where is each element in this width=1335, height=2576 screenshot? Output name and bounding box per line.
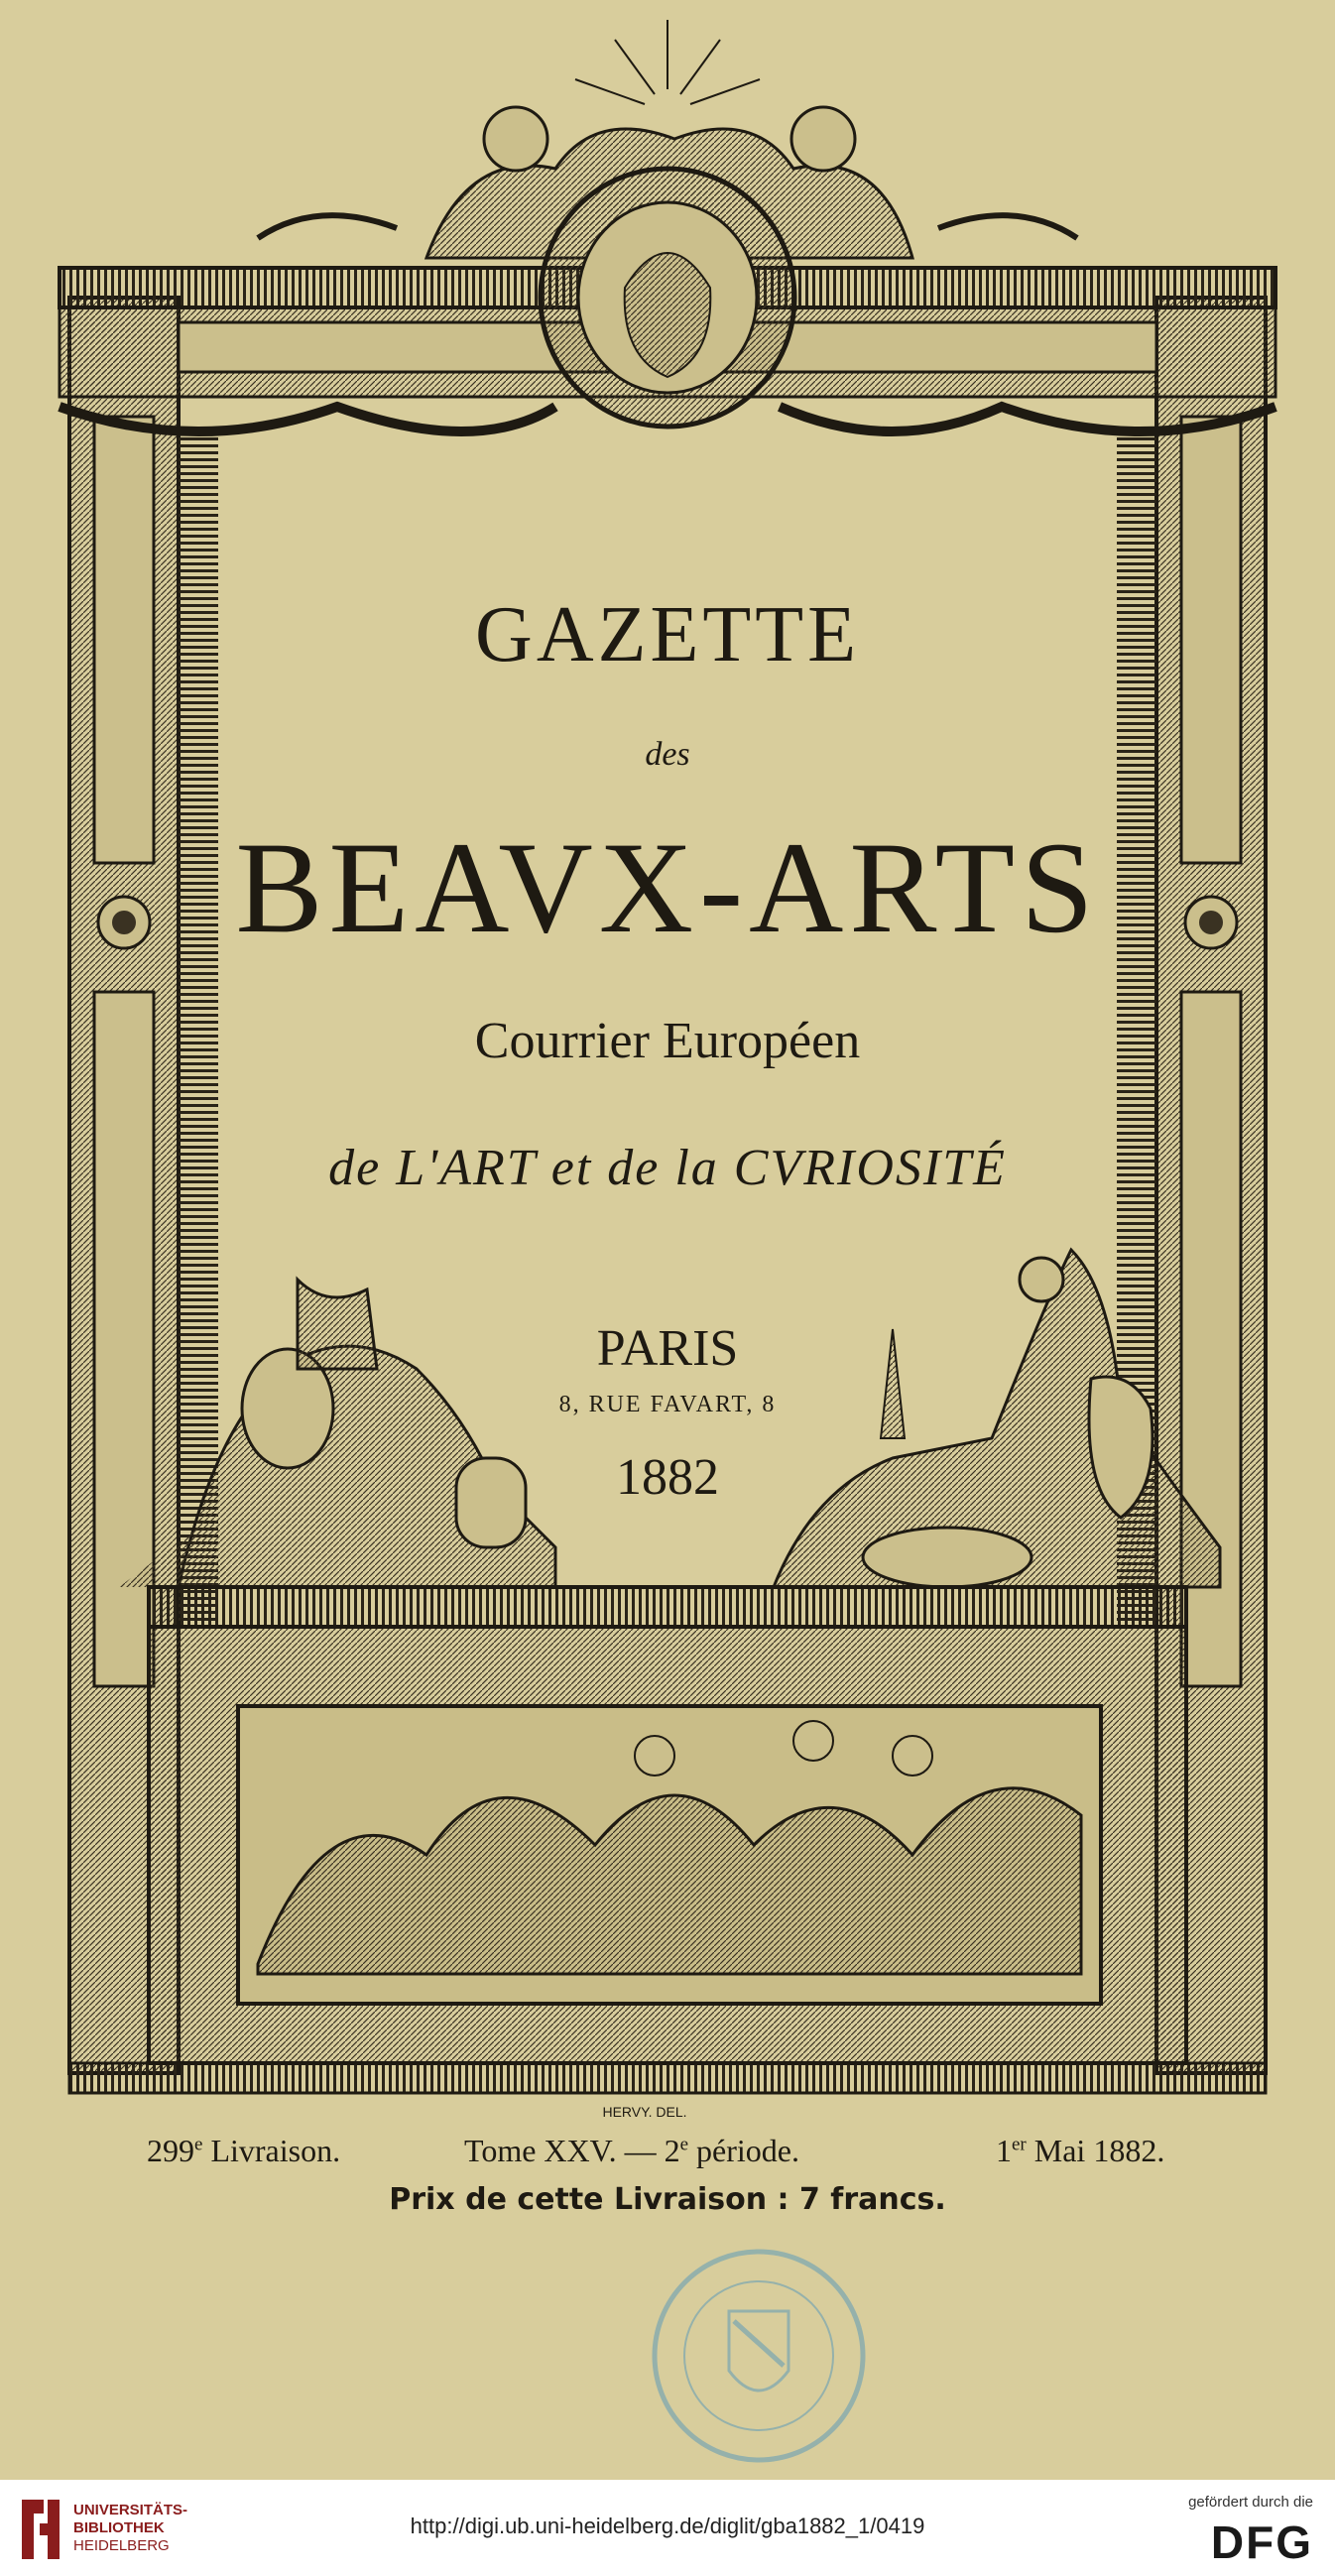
ledge bbox=[149, 1587, 1186, 1627]
gazette-title: GAZETTE bbox=[475, 591, 860, 678]
relief-panel bbox=[149, 1627, 1186, 2063]
price-line: Prix de cette Livraison : 7 francs. bbox=[389, 2182, 946, 2217]
footer-bar bbox=[0, 2480, 1335, 2576]
imprint-address: 8, RUE FAVART, 8 bbox=[558, 1392, 777, 1417]
portrait-medallion bbox=[541, 169, 794, 427]
issue-date: 1er Mai 1882. bbox=[996, 2133, 1165, 2168]
library-stamp bbox=[655, 2252, 863, 2460]
beaux-arts-title: BEAVX-ARTS bbox=[235, 814, 1100, 960]
funded-by-note: gefördert durch die bbox=[1188, 2494, 1313, 2511]
issue-tome: Tome XXV. — 2e période. bbox=[464, 2133, 799, 2168]
issue-livraison: 299e Livraison. bbox=[147, 2133, 341, 2168]
engraver-credit: HERVY. DEL. bbox=[602, 2104, 687, 2120]
imprint-city: PARIS bbox=[596, 1320, 739, 1377]
imprint-year: 1882 bbox=[616, 1449, 719, 1506]
des-word: des bbox=[645, 736, 690, 773]
art-curiosite-subtitle: de L'ART et de la CVRIOSITÉ bbox=[328, 1140, 1007, 1196]
document-url[interactable]: http://digi.ub.uni-heidelberg.de/diglit/gba1882_1/0419 bbox=[410, 2514, 925, 2538]
courrier-europeen: Courrier Européen bbox=[474, 1013, 861, 1069]
base-molding bbox=[69, 2063, 1266, 2093]
university-name: UNIVERSITÄTS- BIBLIOTHEK HEIDELBERG bbox=[73, 2502, 188, 2554]
dfg-logo: DFG bbox=[1210, 2516, 1313, 2568]
